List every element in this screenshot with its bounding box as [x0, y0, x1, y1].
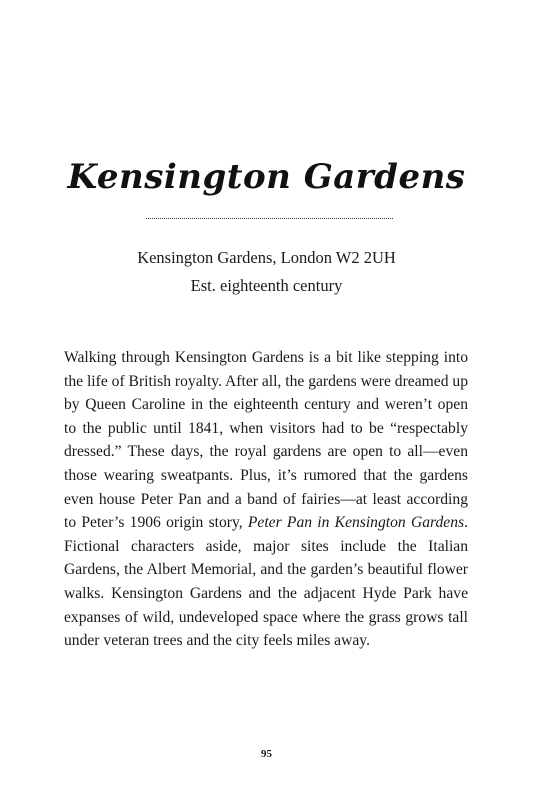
address-block	[0, 244, 533, 300]
book-title: Peter Pan in Kensington Gardens	[247, 514, 465, 532]
page-title: Kensington Gardens	[67, 157, 466, 197]
body-paragraph	[64, 346, 468, 653]
body-text-part-1: Walking through Kensington Gardens is a bit like stepping into the life of British royalty. After all, the gardens were dreamed up by Queen Caroline in the eighteenth century and weren’t open to the public until 1841, when visitors had to be “respectably dressed.” These days, the royal gardens are open to all—even those wearing sweatpants. Plus, it’s rumored that the gardens even house Peter Pan and a band of fairies—at least according to Peter’s 1906 origin story,	[64, 349, 468, 532]
established-line: Est. eighteenth century	[190, 276, 343, 295]
body-text-part-2: . Fictional characters aside, major sites include the Italian Gardens, the Albert Memorial, and the garden’s beautiful flower walks. Kensington Gardens and the adjacent Hyde Park have expanses of wild, undeveloped space where the grass grows tall under veteran trees and the city feels miles away.	[64, 514, 468, 650]
address-line: Kensington Gardens, London W2 2UH	[137, 248, 396, 267]
dotted-divider	[146, 218, 393, 219]
page-number: 95	[261, 748, 272, 760]
